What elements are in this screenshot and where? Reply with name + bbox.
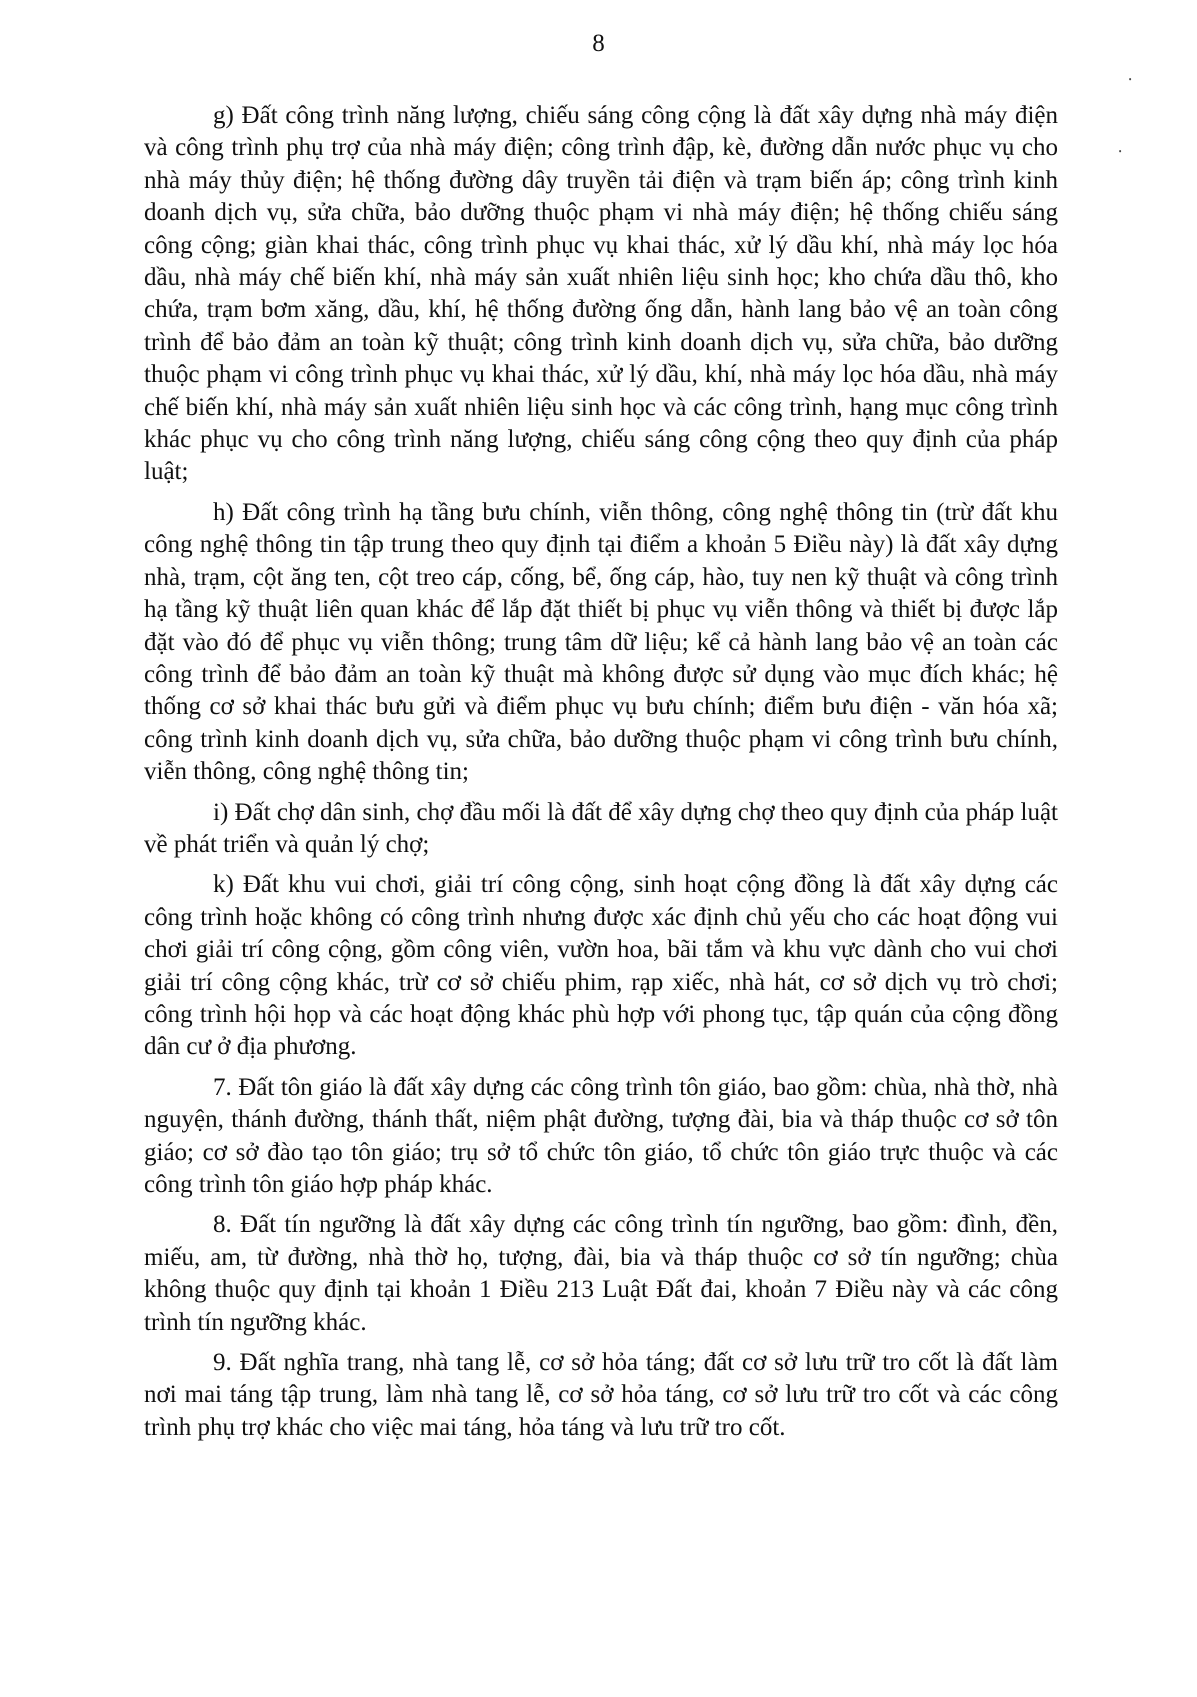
document-body — [144, 100, 1058, 1452]
paragraph-9: 9. Đất nghĩa trang, nhà tang lễ, cơ sở hỏa táng; đất cơ sở lưu trữ tro cốt là đất làm nơi mai táng tập trung, làm nhà tang lễ, cơ sở hỏa táng, cơ sở lưu trữ tro cốt và các công trình phụ trợ khác cho việc mai táng, hỏa táng và lưu trữ tro cốt. — [144, 1349, 1058, 1441]
paragraph-8: 8. Đất tín ngưỡng là đất xây dựng các công trình tín ngưỡng, bao gồm: đình, đền, miếu, am, từ đường, nhà thờ họ, tượng, đài, bia và tháp thuộc cơ sở tín ngưỡng; chùa không thuộc quy định tại khoản 1 Điều 213 Luật Đất đai, khoản 7 Điều này và các công trình tín ngưỡng khác. — [144, 1211, 1058, 1336]
paragraph-h: h) Đất công trình hạ tầng bưu chính, viễn thông, công nghệ thông tin (trừ đất khu công nghệ thông tin tập trung theo quy định tại điểm a khoản 5 Điều này) là đất xây dựng nhà, trạm, cột ăng ten, cột treo cáp, cống, bể, ống cáp, hào, tuy nen kỹ thuật và công trình hạ tầng kỹ thuật liên quan khác để lắp đặt thiết bị phục vụ viễn thông và thiết bị được lắp đặt vào đó để phục vụ viễn thông; trung tâm dữ liệu; kể cả hành lang bảo vệ an toàn các công trình để bảo đảm an toàn kỹ thuật mà không được sử dụng vào mục đích khác; hệ thống cơ sở khai thác bưu gửi và điểm phục vụ bưu chính; điểm bưu điện - văn hóa xã; công trình kinh doanh dịch vụ, sửa chữa, bảo dưỡng thuộc phạm vi công trình bưu chính, viễn thông, công nghệ thông tin; — [144, 498, 1058, 786]
paragraph-7: 7. Đất tôn giáo là đất xây dựng các công trình tôn giáo, bao gồm: chùa, nhà thờ, nhà nguyện, thánh đường, thánh thất, niệm phật đường, tượng đài, bia và tháp thuộc cơ sở tôn giáo; cơ sở đào tạo tôn giáo; trụ sở tổ chức tôn giáo, tổ chức tôn giáo trực thuộc và các công trình tôn giáo hợp pháp khác. — [144, 1073, 1058, 1198]
paragraph-g: g) Đất công trình năng lượng, chiếu sáng công cộng là đất xây dựng nhà máy điện và công trình phụ trợ của nhà máy điện; công trình đập, kè, đường dẫn nước phục vụ cho nhà máy thủy điện; hệ thống đường dây truyền tải điện và trạm biến áp; công trình kinh doanh dịch vụ, sửa chữa, bảo dưỡng thuộc phạm vi nhà máy điện; hệ thống chiếu sáng công cộng; giàn khai thác, công trình phục vụ khai thác, xử lý dầu khí, nhà máy lọc hóa dầu, nhà máy chế biến khí, nhà máy sản xuất nhiên liệu sinh học; kho chứa dầu thô, kho chứa, trạm bơm xăng, dầu, khí, hệ thống đường ống dẫn, hành lang bảo vệ an toàn công trình để bảo đảm an toàn kỹ thuật; công trình kinh doanh dịch vụ, sửa chữa, bảo dưỡng thuộc phạm vi công trình phục vụ khai thác, xử lý dầu, khí, nhà máy lọc hóa dầu, nhà máy chế biến khí, nhà máy sản xuất nhiên liệu sinh học và các công trình, hạng mục công trình khác phục vụ cho công trình năng lượng, chiếu sáng công cộng theo quy định của pháp luật; — [144, 102, 1058, 486]
scan-speck: ⸱ — [1128, 72, 1133, 89]
paragraph-k: k) Đất khu vui chơi, giải trí công cộng, sinh hoạt cộng đồng là đất xây dựng các công trình hoặc không có công trình nhưng được xác định chủ yếu cho các hoạt động vui chơi giải trí công cộng, gồm công viên, vườn hoa, bãi tắm và khu vực dành cho vui chơi giải trí công cộng khác, trừ cơ sở chiếu phim, rạp xiếc, nhà hát, cơ sở dịch vụ trò chơi; công trình hội họp và các hoạt động khác phù hợp với phong tục, tập quán của cộng đồng dân cư ở địa phương. — [144, 871, 1058, 1061]
page-number: 8 — [592, 30, 605, 57]
scan-speck: ⸱ — [1118, 144, 1123, 161]
paragraph-i: i) Đất chợ dân sinh, chợ đầu mối là đất để xây dựng chợ theo quy định của pháp luật về phát triển và quản lý chợ; — [144, 798, 1058, 858]
